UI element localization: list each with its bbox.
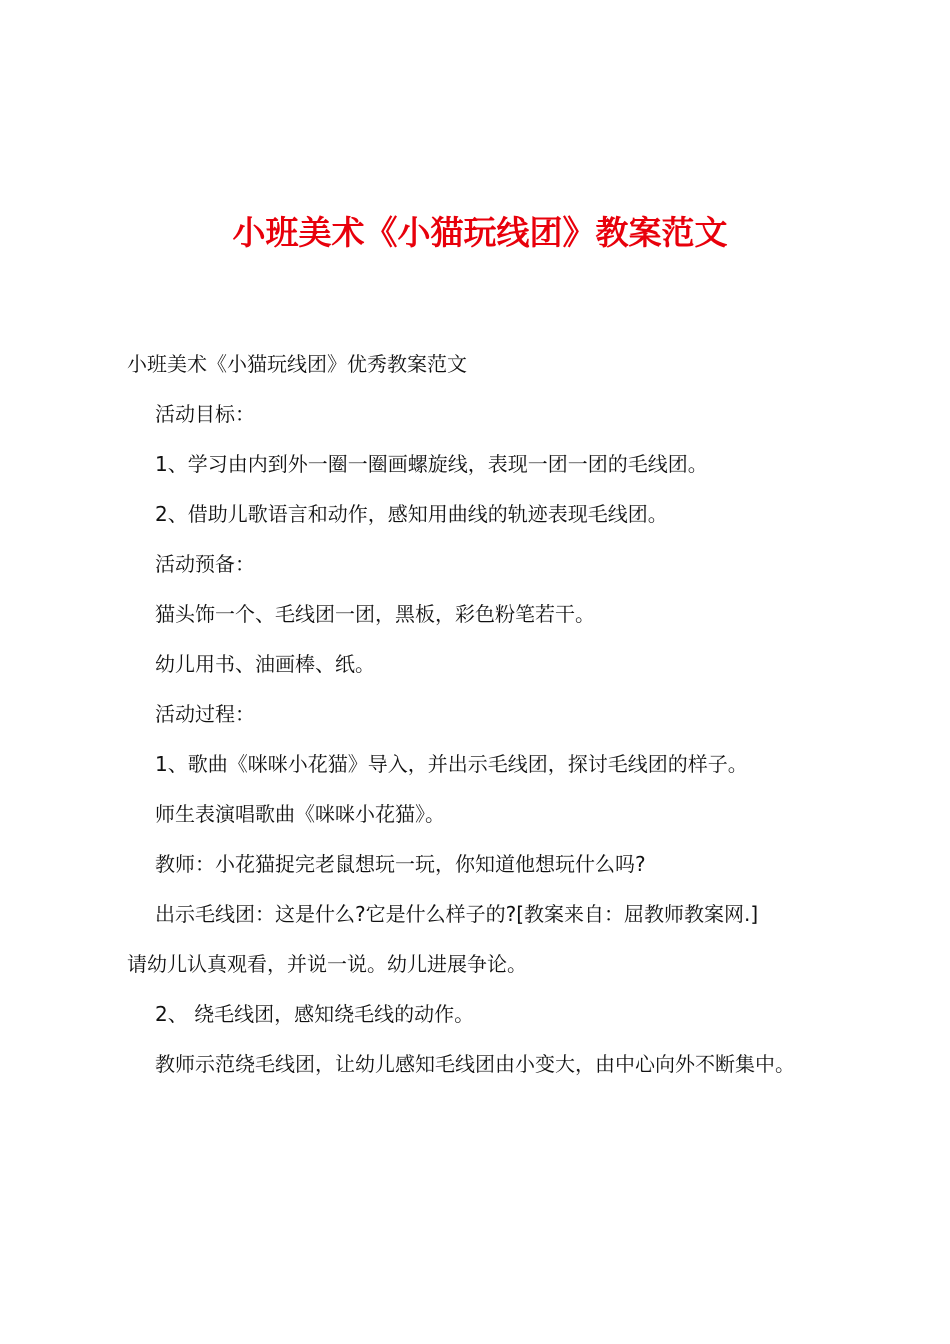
- section-heading-process: 活动过程：: [155, 702, 255, 726]
- process-paragraph-song: 师生表演唱歌曲《咪咪小花猫》。: [155, 802, 445, 826]
- process-paragraph-observe: 请幼儿认真观看，并说一说。幼儿进展争论。: [127, 952, 527, 976]
- process-paragraph-teacher-question: 教师：小花猫捉完老鼠想玩一玩，你知道他想玩什么吗?: [155, 852, 646, 876]
- goal-item-1: 1、学习由内到外一圈一圈画螺旋线，表现一团一团的毛线团。: [155, 452, 708, 476]
- document-title: 小班美术《小猫玩线团》教案范文: [232, 213, 728, 252]
- process-step-2: 2、 绕毛线团，感知绕毛线的动作。: [155, 1002, 475, 1026]
- document-body: [127, 339, 833, 1089]
- preparation-item-2: 幼儿用书、油画棒、纸。: [155, 652, 375, 676]
- goal-item-2: 2、借助儿歌语言和动作，感知用曲线的轨迹表现毛线团。: [155, 502, 668, 526]
- process-paragraph-demonstration: 教师示范绕毛线团，让幼儿感知毛线团由小变大，由中心向外不断集中。: [155, 1052, 795, 1076]
- preparation-item-1: 猫头饰一个、毛线团一团，黑板，彩色粉笔若干。: [155, 602, 595, 626]
- section-heading-preparation: 活动预备：: [155, 552, 255, 576]
- process-step-1: 1、歌曲《咪咪小花猫》导入，并出示毛线团，探讨毛线团的样子。: [155, 752, 748, 776]
- process-paragraph-show-yarn: 出示毛线团：这是什么?它是什么样子的?[教案来自：屈教师教案网.]: [155, 902, 759, 926]
- subtitle-paragraph: 小班美术《小猫玩线团》优秀教案范文: [127, 352, 467, 376]
- section-heading-goals: 活动目标：: [155, 402, 255, 426]
